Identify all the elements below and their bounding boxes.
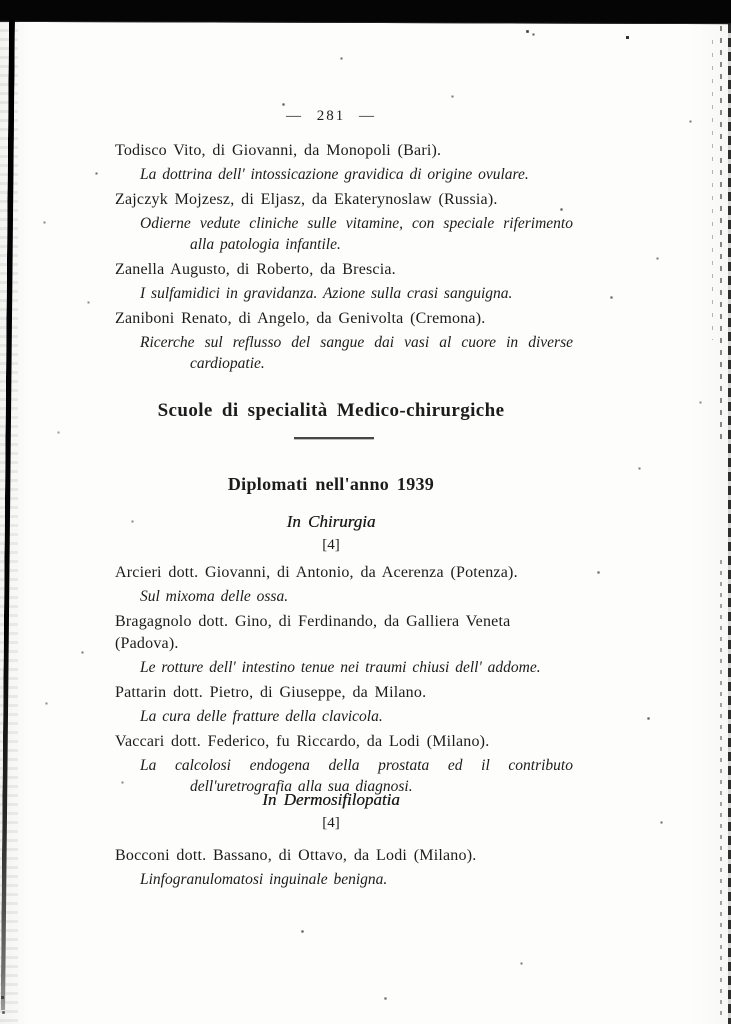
graduate-name: Bocconi dott. Bassano, di Ottavo, da Lodi (Milano). <box>115 847 477 864</box>
thesis-title: Linfogranulomatosi inguinale benigna. <box>140 871 388 888</box>
section-title: Scuole di specialità Medico-chirurgiche <box>157 400 505 421</box>
graduate-entry <box>115 562 573 607</box>
graduate-entry <box>115 682 573 727</box>
graduate-name: Vaccari dott. Federico, fu Riccardo, da Lodi (Milano). <box>115 733 490 750</box>
graduate-name: Pattarin dott. Pietro, di Giuseppe, da Milano. <box>115 684 427 701</box>
group-count-dermosifilopatia: [4] <box>322 815 340 831</box>
noise-speckles <box>0 0 1 1</box>
scan-edge-right-low <box>720 560 722 1020</box>
section-title-rule <box>294 437 374 439</box>
graduate-entry <box>115 308 573 374</box>
scan-edge-top <box>0 0 731 24</box>
thesis-title: Ricerche sul reflusso del sangue dai vasi al cuore in diverse cardiopatie. <box>140 334 573 372</box>
graduate-name: Arcieri dott. Giovanni, di Antonio, da Acerenza (Potenza). <box>115 564 518 581</box>
dermosifilopatia-entries-list <box>115 845 573 894</box>
year-heading: Diplomati nell'anno 1939 <box>227 474 435 494</box>
graduate-name: Todisco Vito, di Giovanni, da Monopoli (Bari). <box>115 142 442 159</box>
chirurgia-entries-list <box>115 562 573 801</box>
continued-entries-list <box>115 140 573 378</box>
thesis-title: Odierne vedute cliniche sulle vitamine, con speciale riferimento alla patologia infantile. <box>140 215 573 253</box>
group-count-chirurgia: [4] <box>322 537 340 553</box>
graduate-entry <box>115 731 573 797</box>
thesis-title: La dottrina dell' intossicazione gravidica di origine ovulare. <box>140 166 529 183</box>
scan-edge-right-mid <box>720 26 722 446</box>
graduate-entry <box>115 611 573 678</box>
graduate-name: Zaniboni Renato, di Angelo, da Genivolta (Cremona). <box>115 310 486 327</box>
group-heading-chirurgia: In Chirurgia <box>286 512 376 531</box>
graduate-entry <box>115 259 573 304</box>
graduate-entry <box>115 140 573 185</box>
thesis-title: Sul mixoma delle ossa. <box>140 588 289 605</box>
graduate-name: Zajczyk Mojzesz, di Eljasz, da Ekaterynoslaw (Russia). <box>115 191 498 208</box>
thesis-title: La cura delle fratture della clavicola. <box>140 708 383 725</box>
graduate-entry <box>115 845 573 890</box>
scan-edge-right-inner <box>712 40 713 340</box>
graduate-entry <box>115 189 573 255</box>
page-number: — 281 — <box>286 108 376 124</box>
graduate-name: Bragagnolo dott. Gino, di Ferdinando, da Galliera Veneta (Padova). <box>115 613 511 652</box>
thesis-title: I sulfamidici in gravidanza. Azione sulla crasi sanguigna. <box>140 285 513 302</box>
thesis-title: La calcolosi endogena della prostata ed il contributo dell'uretrografia alla sua diagnosi. <box>140 757 573 795</box>
group-heading-dermosifilopatia: In Dermosifilopatia <box>262 790 400 809</box>
graduate-name: Zanella Augusto, di Roberto, da Brescia. <box>115 261 396 278</box>
thesis-title: Le rotture dell' intestino tenue nei traumi chiusi dell' addome. <box>140 659 541 676</box>
